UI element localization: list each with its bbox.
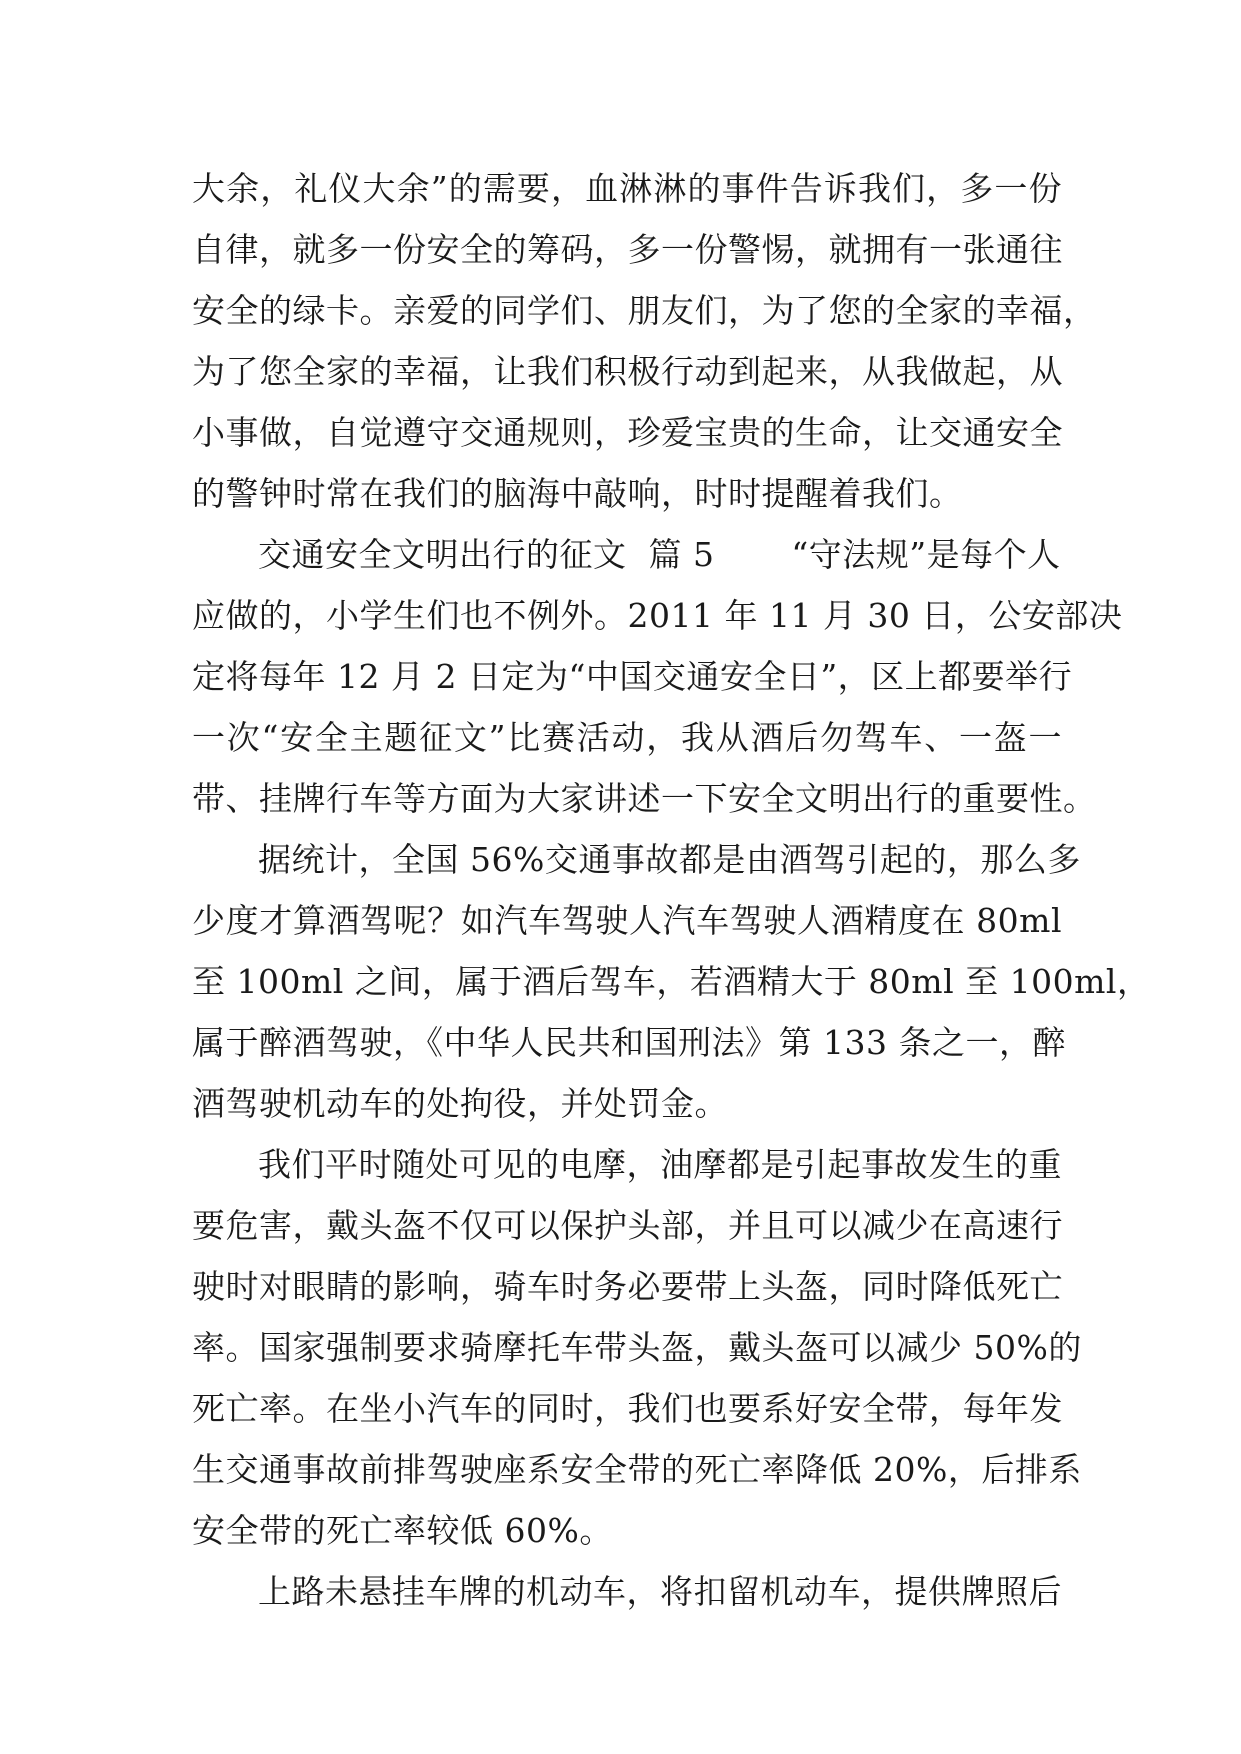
- text-line: 生交通事故前排驾驶座系安全带的死亡率降低 20%，后排系: [192, 1450, 1082, 1489]
- text-line: 属于醉酒驾驶，《中华人民共和国刑法》第 133 条之一，醉: [192, 1023, 1066, 1062]
- text-line: 自律，就多一份安全的筹码，多一份警惕，就拥有一张通往: [192, 230, 1063, 269]
- text-line: 死亡率。在坐小汽车的同时，我们也要系好安全带，每年发: [192, 1389, 1063, 1428]
- text-line: 带、挂牌行车等方面为大家讲述一下安全文明出行的重要性。: [192, 779, 1097, 818]
- paragraph: [192, 524, 1123, 829]
- text-line: 定将每年 12 月 2 日定为“中国交通安全日”，区上都要举行: [192, 657, 1073, 696]
- text-line: 率。国家强制要求骑摩托车带头盔，戴头盔可以减少 50%的: [192, 1328, 1082, 1367]
- text-line: 至 100ml 之间，属于酒后驾车，若酒精大于 80ml 至 100ml，: [192, 962, 1151, 1001]
- text-line: 小事做，自觉遵守交通规则，珍爱宝贵的生命，让交通安全: [192, 413, 1063, 452]
- text-line: 要危害，戴头盔不仅可以保护头部，并且可以减少在高速行: [192, 1206, 1063, 1245]
- paragraph: [192, 829, 1151, 1134]
- text-line: 大余，礼仪大余”的需要，血淋淋的事件告诉我们，多一份: [192, 169, 1062, 208]
- paragraph: [192, 158, 1097, 524]
- text-line: 一次“安全主题征文”比赛活动，我从酒后勿驾车、一盔一: [192, 718, 1062, 757]
- text-line: 为了您全家的幸福，让我们积极行动到起来，从我做起，从: [192, 352, 1063, 391]
- text-line: 安全的绿卡。亲爱的同学们、朋友们，为了您的全家的幸福，: [192, 291, 1097, 330]
- text-line: 驶时对眼睛的影响，骑车时务必要带上头盔，同时降低死亡: [192, 1267, 1063, 1306]
- text-line: 安全带的死亡率较低 60%。: [192, 1511, 613, 1550]
- text-line: 上路未悬挂车牌的机动车，将扣留机动车，提供牌照后: [258, 1572, 1062, 1611]
- text-line: 的警钟时常在我们的脑海中敲响，时时提醒着我们。: [192, 474, 963, 513]
- text-line: 应做的，小学生们也不例外。2011 年 11 月 30 日，公安部决: [192, 596, 1123, 635]
- text-line: 我们平时随处可见的电摩，油摩都是引起事故发生的重: [258, 1145, 1062, 1184]
- text-line: 少度才算酒驾呢？如汽车驾驶人汽车驾驶人酒精度在 80ml: [192, 901, 1062, 940]
- body-text: [192, 158, 1151, 1622]
- text-line: 酒驾驶机动车的处拘役，并处罚金。: [192, 1084, 728, 1123]
- paragraph: [192, 1134, 1082, 1561]
- text-line: 据统计，全国 56%交通事故都是由酒驾引起的，那么多: [258, 840, 1081, 879]
- paragraph: [192, 1561, 1062, 1622]
- section-heading-line: 交通安全文明出行的征文 篇 5 “守法规”是每个人: [258, 535, 1061, 574]
